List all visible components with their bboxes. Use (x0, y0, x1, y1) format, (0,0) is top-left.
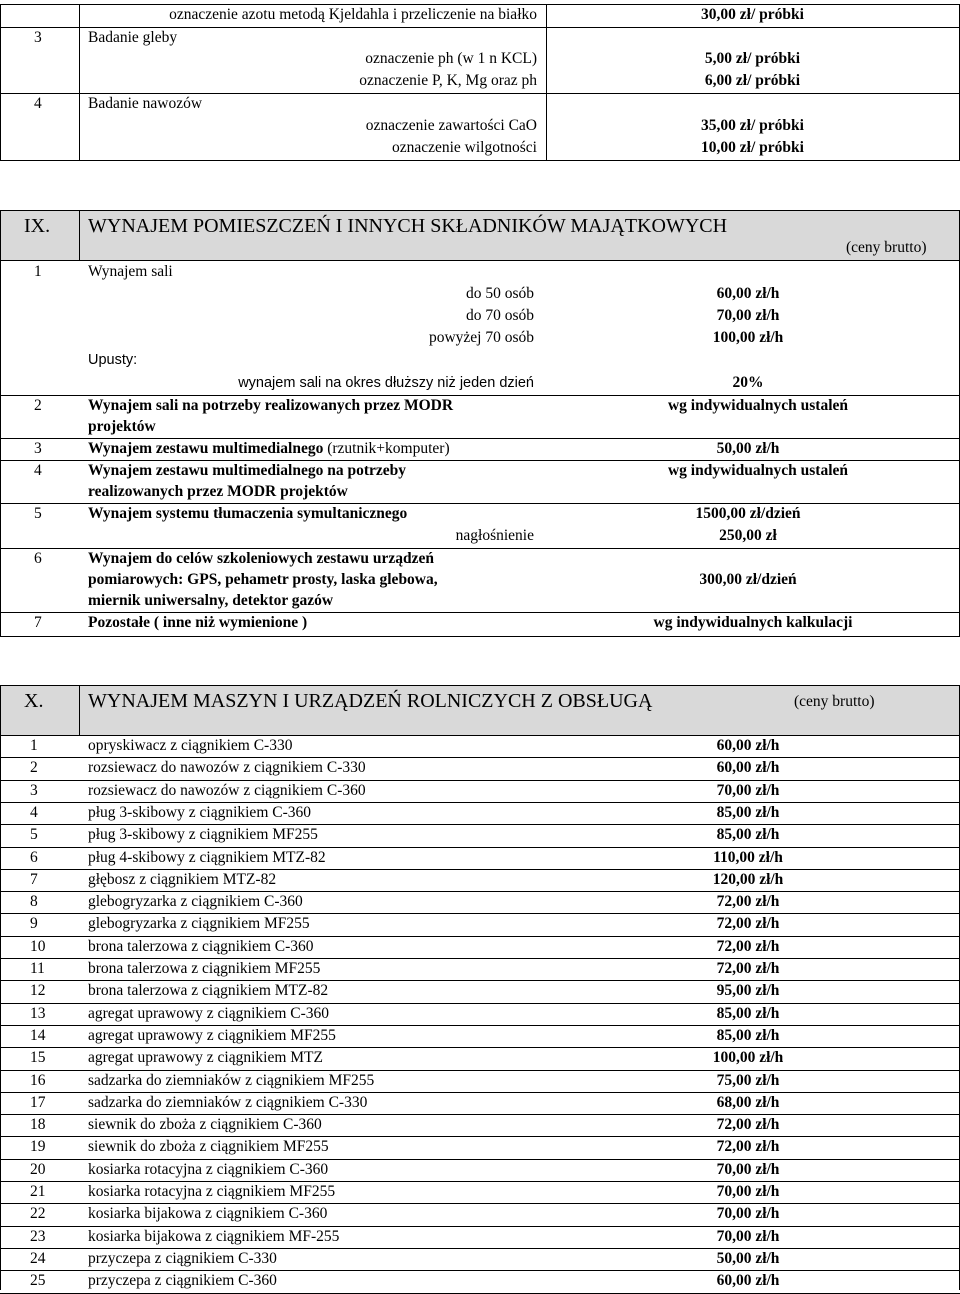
machine-row-price: 50,00 zł/h (716, 1250, 780, 1267)
discounts-label: Upusty: (88, 352, 138, 368)
machine-row-label: opryskiwacz z ciągnikiem C-330 (88, 737, 293, 754)
row-label: Wynajem systemu tłumaczenia symultanicznego (88, 505, 408, 522)
machine-row-label: pług 3-skibowy z ciągnikiem MF255 (88, 826, 318, 843)
discount-value: 20% (732, 374, 764, 391)
top-row-price: 35,00 zł/ próbki (701, 117, 804, 134)
section-x-title: WYNAJEM MASZYN I URZĄDZEŃ ROLNICZYCH Z OBSŁUGĄ (88, 690, 653, 712)
machine-row-price: 85,00 zł/h (716, 804, 780, 821)
row-label: Wynajem sali na potrzeby realizowanych przez MODR (88, 397, 454, 414)
row-number: 2 (34, 397, 42, 414)
section-ix-roman: IX. (24, 215, 51, 237)
row-label: Pozostałe ( inne niż wymienione ) (88, 614, 308, 631)
top-row-label: oznaczenie wilgotności (391, 139, 537, 156)
top-row-price: 6,00 zł/ próbki (704, 72, 801, 89)
machine-row-number: 2 (30, 759, 38, 776)
row-sub-price: 250,00 zł (719, 527, 777, 544)
top-row-price: 10,00 zł/ próbki (701, 139, 804, 156)
room-size-price: 60,00 zł/h (716, 285, 780, 302)
machine-row-label: sadzarka do ziemniaków z ciągnikiem C-330 (88, 1094, 368, 1111)
machine-row-number: 21 (30, 1183, 46, 1200)
machine-row-label: przyczepa z ciągnikiem C-330 (88, 1250, 277, 1267)
machine-row-label: kosiarka rotacyjna z ciągnikiem MF255 (88, 1183, 336, 1200)
row-price: wg indywidualnych kalkulacji (653, 614, 853, 631)
machine-row-price: 72,00 zł/h (716, 893, 780, 910)
row-label-plain: (rzutnik+komputer) (323, 440, 450, 457)
machine-row-number: 1 (30, 737, 38, 754)
top-row-num: 3 (34, 29, 42, 46)
machine-row-number: 18 (30, 1116, 46, 1133)
machine-row-number: 6 (30, 849, 38, 866)
machine-row-price: 120,00 zł/h (712, 871, 784, 888)
machine-row-label: rozsiewacz do nawozów z ciągnikiem C-330 (88, 759, 366, 776)
room-size-label: powyżej 70 osób (428, 329, 534, 346)
machine-row-price: 72,00 zł/h (716, 915, 780, 932)
section-x-price-note: (ceny brutto) (794, 693, 875, 710)
machine-row-price: 60,00 zł/h (716, 759, 780, 776)
discount-text: wynajem sali na okres dłuższy niż jeden dzień (238, 375, 534, 391)
machine-row-label: brona talerzowa z ciągnikiem MF255 (88, 960, 321, 977)
row-price: wg indywidualnych ustaleń (667, 462, 849, 479)
top-row-price: 5,00 zł/ próbki (704, 50, 801, 67)
row-label-cont: realizowanych przez MODR projektów (88, 483, 348, 500)
top-row-label: oznaczenie zawartości CaO (365, 117, 537, 134)
top-row-label: oznaczenie P, K, Mg oraz ph (359, 72, 537, 89)
row-label-cont: miernik uniwersalny, detektor gazów (88, 592, 334, 609)
machine-row-number: 23 (30, 1228, 46, 1245)
machine-row-price: 68,00 zł/h (716, 1094, 780, 1111)
machine-row-price: 72,00 zł/h (716, 1116, 780, 1133)
machine-row-price: 75,00 zł/h (716, 1072, 780, 1089)
machine-row-price: 85,00 zł/h (716, 1005, 780, 1022)
machine-row-label: kosiarka bijakowa z ciągnikiem MF-255 (88, 1228, 340, 1245)
machine-row-price: 70,00 zł/h (716, 1161, 780, 1178)
machine-row-number: 16 (30, 1072, 46, 1089)
section-x-roman: X. (24, 690, 44, 712)
machine-row-label: kosiarka bijakowa z ciągnikiem C-360 (88, 1205, 328, 1222)
machine-row-number: 12 (30, 982, 46, 999)
row-price: 50,00 zł/h (716, 440, 780, 457)
machine-row-price: 72,00 zł/h (716, 960, 780, 977)
row-number: 4 (34, 462, 42, 479)
row-label-bold: Wynajem zestawu multimedialnego (88, 440, 324, 457)
machine-row-label: siewnik do zboża z ciągnikiem MF255 (88, 1138, 329, 1155)
machine-row-number: 22 (30, 1205, 46, 1222)
section-ix-title: WYNAJEM POMIESZCZEŃ I INNYCH SKŁADNIKÓW MAJĄTKOWYCH (88, 215, 728, 237)
row-number: 6 (34, 550, 42, 567)
machine-row-label: sadzarka do ziemniaków z ciągnikiem MF255 (88, 1072, 375, 1089)
room-size-label: do 50 osób (465, 285, 534, 302)
machine-row-number: 4 (30, 804, 38, 821)
machine-row-label: rozsiewacz do nawozów z ciągnikiem C-360 (88, 782, 366, 799)
machine-row-price: 60,00 zł/h (716, 1272, 780, 1289)
machine-row-label: glebogryzarka z ciągnikiem C-360 (88, 893, 303, 910)
row-price: wg indywidualnych ustaleń (667, 397, 849, 414)
top-row-label: Badanie gleby (88, 29, 178, 46)
row-label: Wynajem do celów szkoleniowych zestawu urządzeń (88, 550, 434, 567)
row-sub-label: nagłośnienie (455, 527, 534, 544)
machine-row-label: głębosz z ciągnikiem MTZ-82 (88, 871, 277, 888)
machine-row-number: 5 (30, 826, 38, 843)
machine-row-number: 25 (30, 1272, 46, 1289)
machine-row-number: 19 (30, 1138, 46, 1155)
machine-row-label: kosiarka rotacyjna z ciągnikiem C-360 (88, 1161, 329, 1178)
row-label: Wynajem sali (88, 263, 173, 280)
machine-row-label: brona talerzowa z ciągnikiem C-360 (88, 938, 314, 955)
machine-row-number: 3 (30, 782, 38, 799)
machine-row-price: 70,00 zł/h (716, 1205, 780, 1222)
machine-row-number: 8 (30, 893, 38, 910)
machine-row-label: agregat uprawowy z ciągnikiem MTZ (88, 1049, 323, 1066)
row-price: 300,00 zł/dzień (699, 571, 797, 588)
machine-row-price: 85,00 zł/h (716, 826, 780, 843)
machine-row-price: 70,00 zł/h (716, 1228, 780, 1245)
machine-row-number: 13 (30, 1005, 46, 1022)
machine-row-label: brona talerzowa z ciągnikiem MTZ-82 (88, 982, 329, 999)
top-row-label: oznaczenie ph (w 1 n KCL) (365, 50, 537, 67)
machine-row-number: 9 (30, 915, 38, 932)
machine-row-price: 70,00 zł/h (716, 1183, 780, 1200)
machine-row-label: pług 4-skibowy z ciągnikiem MTZ-82 (88, 849, 326, 866)
machine-row-label: glebogryzarka z ciągnikiem MF255 (88, 915, 310, 932)
machine-row-price: 110,00 zł/h (713, 849, 783, 866)
row-label: Wynajem zestawu multimedialnego na potrzeby (88, 462, 407, 479)
top-row-label: oznaczenie azotu metodą Kjeldahla i przeliczenie na białko (169, 6, 537, 23)
row-number: 7 (34, 614, 42, 631)
machine-row-price: 72,00 zł/h (716, 938, 780, 955)
room-size-price: 70,00 zł/h (716, 307, 780, 324)
row-number: 1 (34, 263, 42, 280)
machine-row-label: agregat uprawowy z ciągnikiem MF255 (88, 1027, 336, 1044)
machine-row-number: 20 (30, 1161, 46, 1178)
top-row-price: 30,00 zł/ próbki (701, 6, 804, 23)
room-size-label: do 70 osób (465, 307, 534, 324)
row-price: 1500,00 zł/dzień (695, 505, 801, 522)
machine-row-number: 14 (30, 1027, 46, 1044)
machine-row-number: 11 (30, 960, 45, 977)
machine-row-number: 15 (30, 1049, 46, 1066)
machine-row-price: 72,00 zł/h (716, 1138, 780, 1155)
top-row-label: Badanie nawozów (88, 95, 203, 112)
machine-row-label: pług 3-skibowy z ciągnikiem C-360 (88, 804, 311, 821)
machine-row-number: 24 (30, 1250, 46, 1267)
machine-row-price: 95,00 zł/h (716, 982, 780, 999)
machine-row-price: 60,00 zł/h (716, 737, 780, 754)
machine-row-label: agregat uprawowy z ciągnikiem C-360 (88, 1005, 330, 1022)
room-size-price: 100,00 zł/h (712, 329, 784, 346)
row-number: 5 (34, 505, 42, 522)
machine-row-label: przyczepa z ciągnikiem C-360 (88, 1272, 277, 1289)
row-number: 3 (34, 440, 42, 457)
row-label (88, 439, 450, 459)
machine-row-price: 85,00 zł/h (716, 1027, 780, 1044)
machine-row-label: siewnik do zboża z ciągnikiem C-360 (88, 1116, 322, 1133)
machine-row-price: 100,00 zł/h (712, 1049, 784, 1066)
machine-row-number: 7 (30, 871, 38, 888)
row-label-cont: pomiarowych: GPS, pehametr prosty, laska glebowa, (88, 571, 438, 588)
section-ix-price-note: (ceny brutto) (846, 239, 927, 256)
row-label-cont: projektów (88, 418, 156, 435)
top-row-num: 4 (34, 95, 42, 112)
machine-row-price: 70,00 zł/h (716, 782, 780, 799)
machine-row-number: 10 (30, 938, 46, 955)
machine-row-number: 17 (30, 1094, 46, 1111)
